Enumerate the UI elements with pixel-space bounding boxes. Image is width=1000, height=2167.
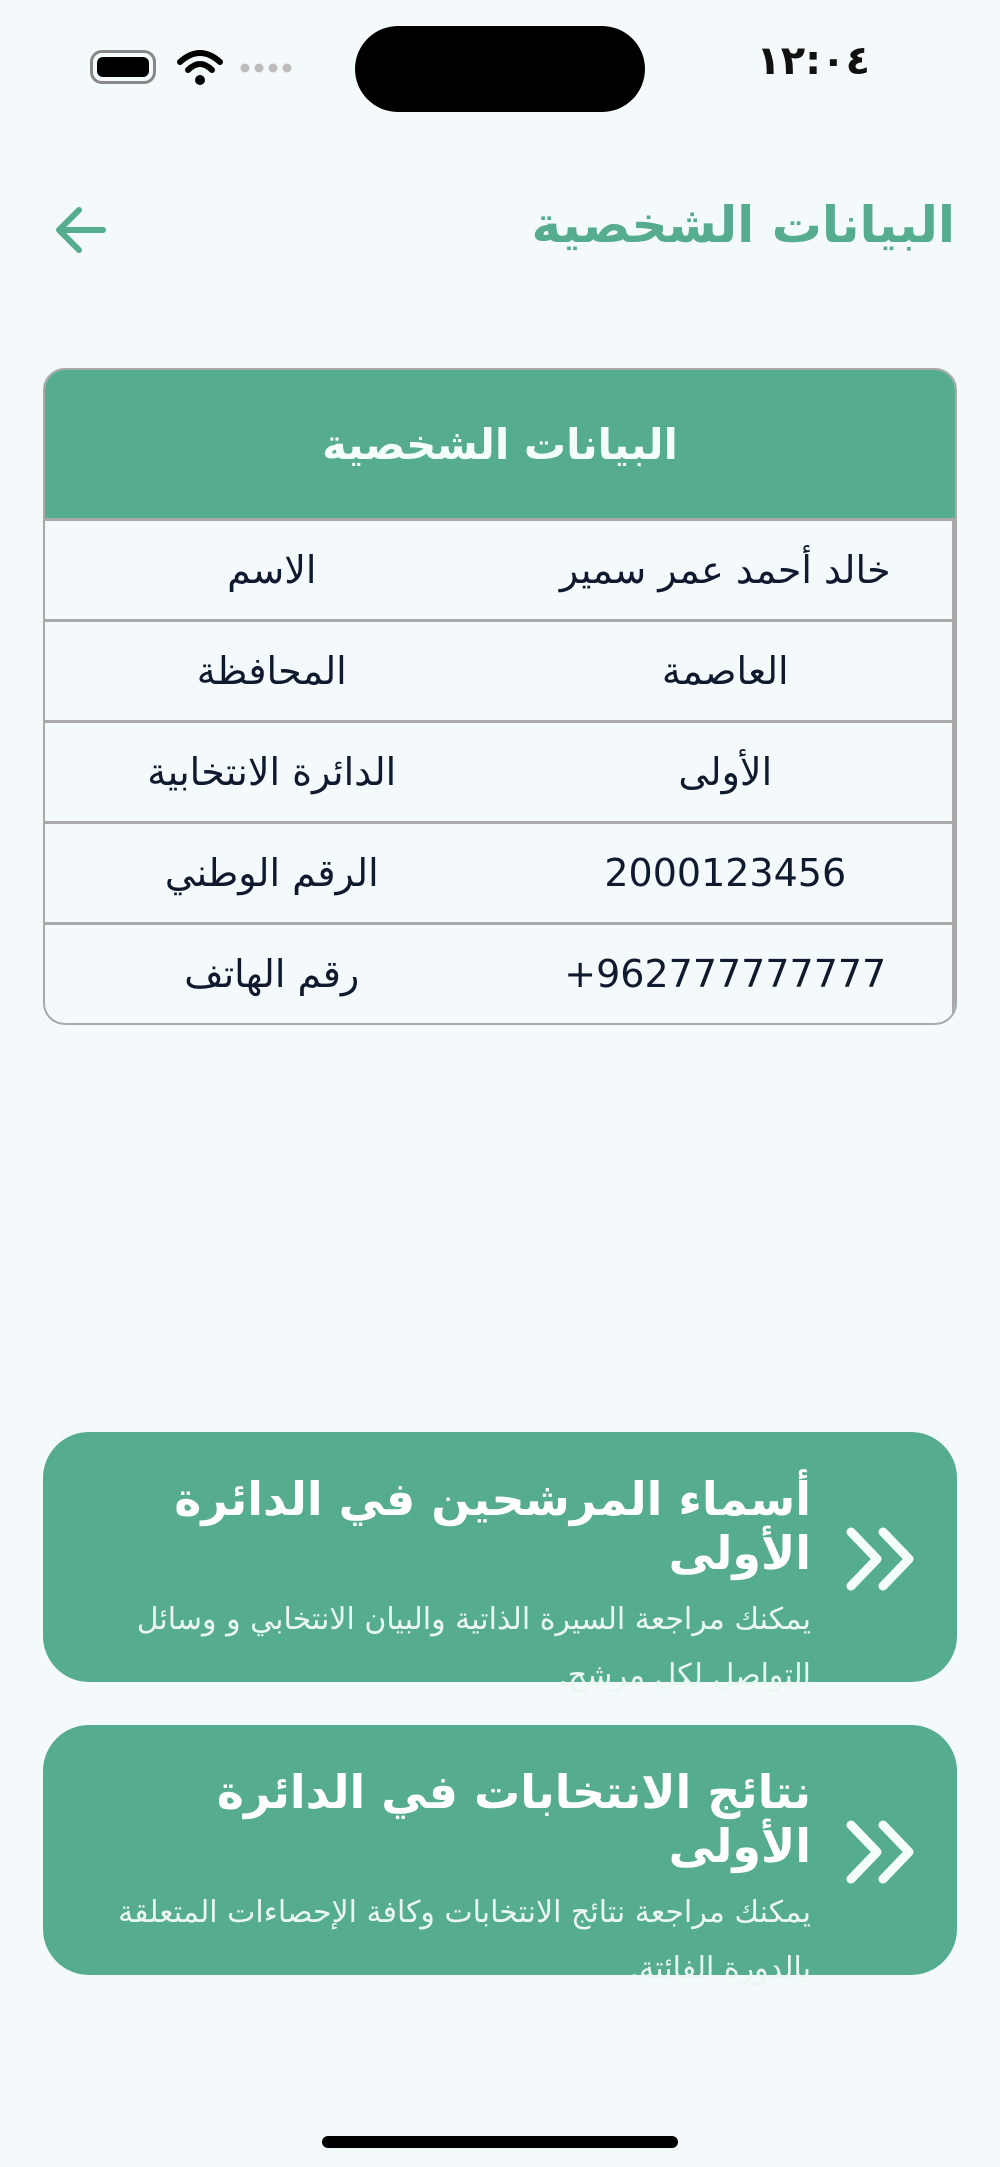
candidates-card-description: يمكنك مراجعة السيرة الذاتية والبيان الانتخابي و وسائل التواصل لكل مرشح. (136, 1602, 811, 1693)
row-label-governorate: المحافظة (196, 649, 347, 693)
wifi-icon (176, 48, 224, 88)
results-card-description: يمكنك مراجعة نتائج الانتخابات وكافة الإحصاءات المتعلقة بالدورة الفائتة. (118, 1895, 811, 1986)
row-value-governorate: العاصمة (499, 622, 956, 720)
row-value-name: خالد أحمد عمر سمير (499, 521, 956, 619)
row-label-national-id: الرقم الوطني (164, 851, 379, 895)
status-bar (0, 0, 1000, 140)
double-chevron-right-icon (843, 1524, 923, 1594)
dynamic-island (355, 26, 645, 112)
row-value-district: الأولى (499, 723, 956, 821)
row-value-national-id: 2000123456 (499, 824, 956, 922)
double-chevron-right-icon (843, 1817, 923, 1887)
candidates-card-title: أسماء المرشحين في الدائرة الأولى (174, 1472, 811, 1580)
back-button[interactable] (40, 200, 120, 260)
table-row (45, 821, 955, 922)
row-value-phone: +962777777777 (499, 925, 956, 1023)
table-row (45, 720, 955, 821)
row-label-phone: رقم الهاتف (184, 952, 360, 996)
candidates-card[interactable] (43, 1432, 957, 1693)
table-header: البيانات الشخصية (45, 370, 955, 518)
row-label-district: الدائرة الانتخابية (147, 750, 397, 794)
page-title: البيانات الشخصية (531, 196, 955, 254)
personal-info-table (43, 368, 957, 1025)
election-results-card[interactable] (43, 1725, 957, 1986)
table-row (45, 619, 955, 720)
header (0, 190, 1000, 270)
table-row (45, 518, 955, 619)
row-label-name: الاسم (227, 548, 317, 592)
signal-icon (240, 60, 292, 76)
battery-icon (90, 50, 156, 84)
results-card-title: نتائج الانتخابات في الدائرة الأولى (216, 1765, 811, 1873)
arrow-left-icon (53, 205, 107, 255)
table-row (45, 922, 955, 1023)
home-indicator[interactable] (322, 2136, 678, 2148)
status-time: ١٢:٠٤ (756, 38, 870, 84)
